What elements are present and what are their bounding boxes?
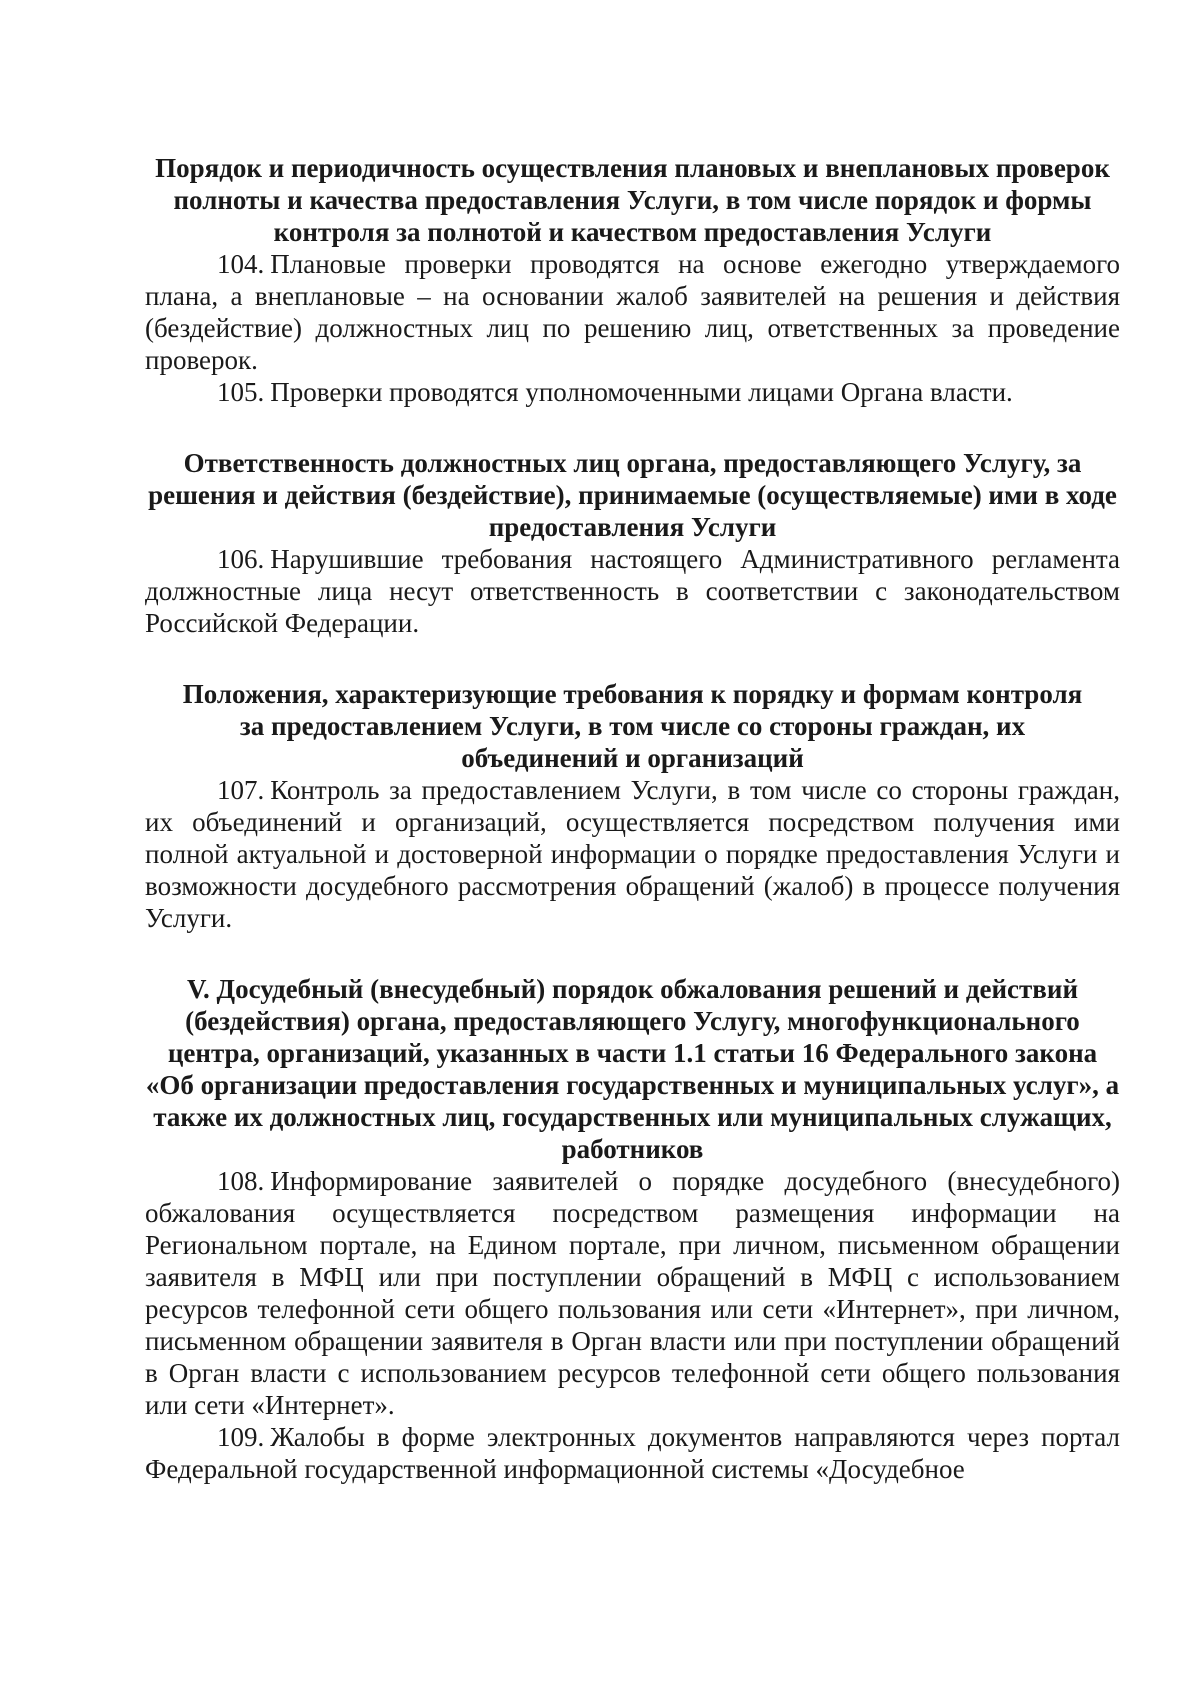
section-heading: V. Досудебный (внесудебный) порядок обжалования решений и действий (бездействия) органа, предоставляющего Услугу, многофункционального центра, организаций, указанных в части 1.1 статьи 16 Федерального закона «Об организации предоставления государственных и муниципальных услуг», а также их должностных лиц, государственных или муниципальных служащих, работников [145, 974, 1120, 1164]
paragraph-text: Нарушившие требования настоящего Административного регламента должностные лица несут ответственность в соответствии с законодательством Российской Федерации. [145, 544, 1120, 638]
section-heading: Ответственность должностных лиц органа, предоставляющего Услугу, за решения и действия (бездействие), принимаемые (осуществляемые) ими в ходе предоставления Услуги [148, 448, 1117, 542]
paragraph-number: 104. [217, 249, 265, 279]
paragraph-108 [145, 1165, 1120, 1421]
paragraph-number: 106. [217, 544, 265, 574]
paragraph-106 [145, 543, 1120, 639]
section-heading: Положения, характеризующие требования к порядку и формам контроля за предоставлением Услуги, в том числе со стороны граждан, их объединений и организаций [182, 679, 1083, 773]
paragraph-text: Информирование заявителей о порядке досудебного (внесудебного) обжалования осуществляется посредством размещения информации на Региональном портале, на Едином портале, при личном, письменном обращении заявителя в МФЦ или при поступлении обращений в МФЦ с использованием ресурсов телефонной сети общего пользования или сети «Интернет», при личном, письменном обращении заявителя в Орган власти или при поступлении обращений в Орган власти с использованием ресурсов телефонной сети общего пользования или сети «Интернет». [145, 1166, 1120, 1420]
paragraph-number: 109. [217, 1422, 265, 1452]
paragraph-text: Проверки проводятся уполномоченными лицами Органа власти. [270, 377, 1013, 407]
paragraph-number: 107. [217, 775, 265, 805]
section-control-requirements [145, 678, 1120, 934]
document-body [145, 152, 1120, 1485]
section-responsibility [145, 447, 1120, 639]
paragraph-text: Плановые проверки проводятся на основе ежегодно утверждаемого плана, а внеплановые – на основании жалоб заявителей на решения и действия (бездействие) должностных лиц по решению лиц, ответственных за проведение проверок. [145, 249, 1120, 375]
paragraph-text: Жалобы в форме электронных документов направляются через портал Федеральной государственной информационной системы «Досудебное [145, 1422, 1120, 1484]
paragraph-105 [145, 376, 1120, 408]
paragraph-text: Контроль за предоставлением Услуги, в том числе со стороны граждан, их объединений и организаций, осуществляется посредством получения ими полной актуальной и достоверной информации о порядке предоставления Услуги и возможности досудебного рассмотрения обращений (жалоб) в процессе получения Услуги. [145, 775, 1120, 933]
section-pretrial-appeal [145, 973, 1120, 1485]
paragraph-number: 108. [217, 1166, 265, 1196]
section-heading: Порядок и периодичность осуществления плановых и внеплановых проверок полноты и качества предоставления Услуги, в том числе порядок и формы контроля за полнотой и качеством предоставления Услуги [155, 153, 1110, 247]
paragraph-104 [145, 248, 1120, 376]
paragraph-107 [145, 774, 1120, 934]
section-inspections [145, 152, 1120, 408]
paragraph-109 [145, 1421, 1120, 1485]
paragraph-number: 105. [217, 377, 265, 407]
